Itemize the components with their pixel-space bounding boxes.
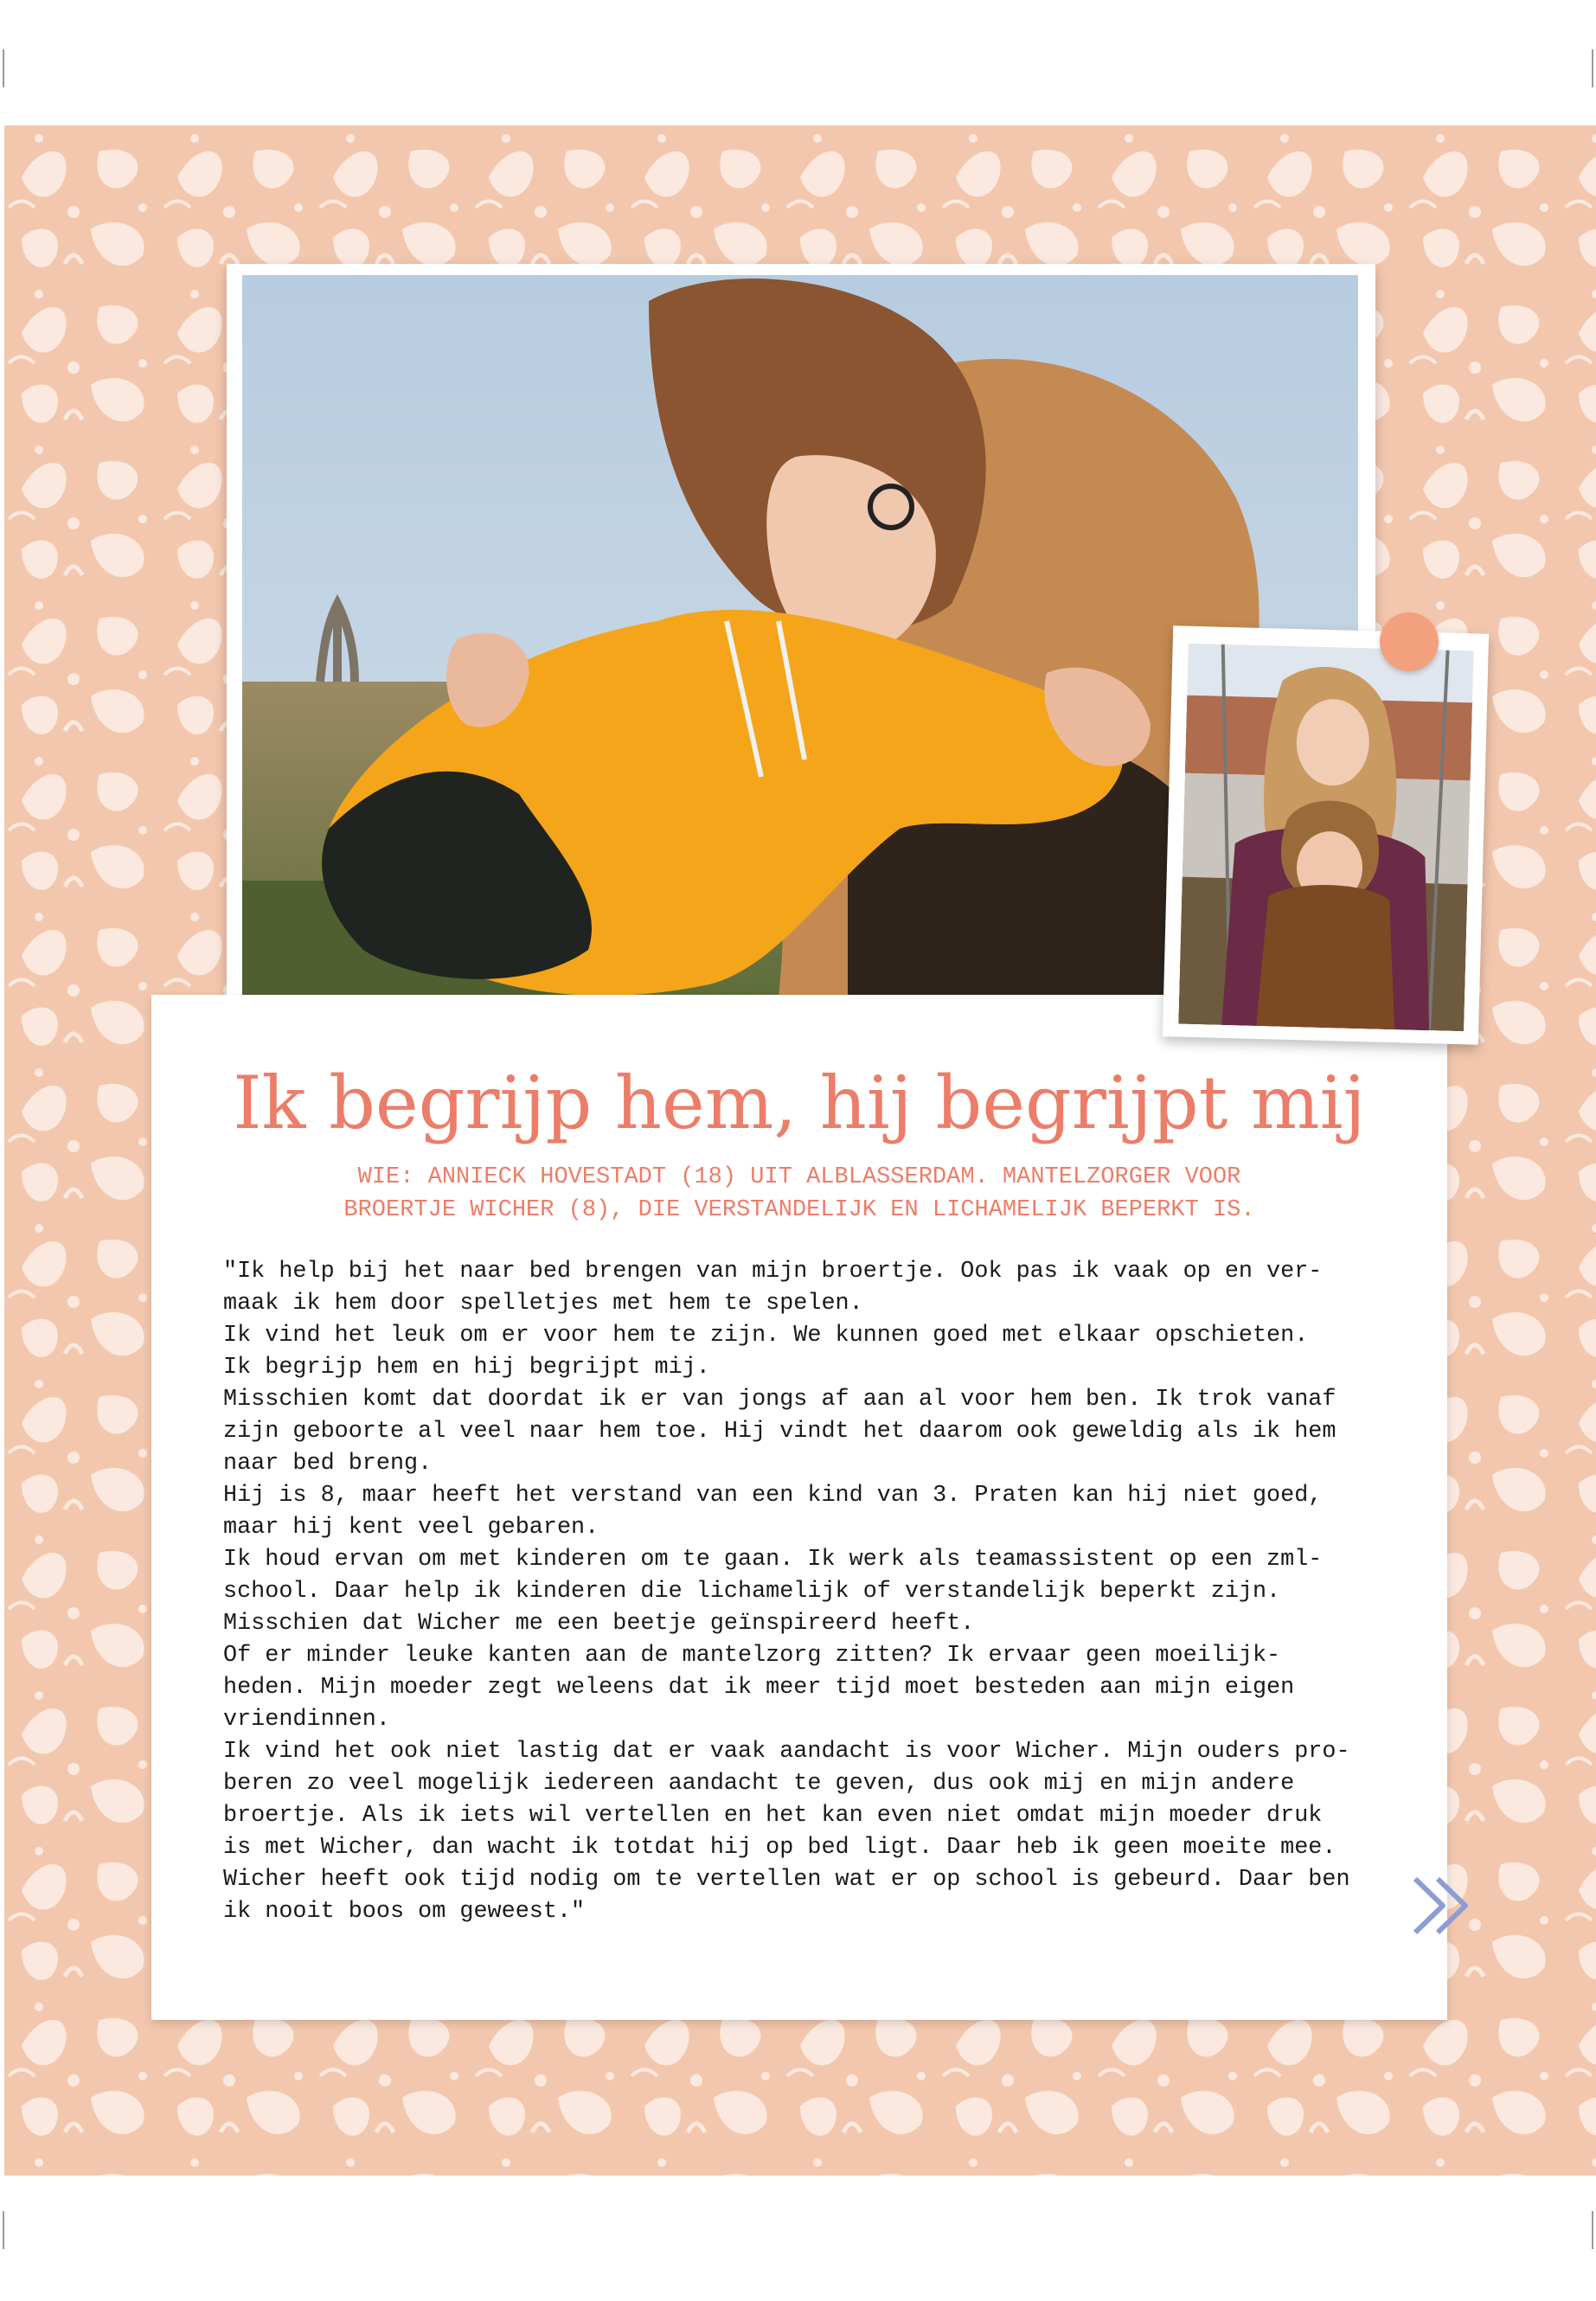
body-line: maak ik hem door spelletjes met hem te spelen. xyxy=(223,1291,863,1317)
body-line: Hij is 8, maar heeft het verstand van een kind van 3. Praten kan hij niet goed, xyxy=(223,1483,1323,1509)
body-line: maar hij kent veel gebaren. xyxy=(223,1515,599,1541)
body-line: ik nooit boos om geweest." xyxy=(223,1899,586,1925)
body-line: beren zo veel mogelijk iedereen aandacht te geven, dus ook mij en mijn andere xyxy=(223,1771,1295,1797)
body-line: Wicher heeft ook tijd nodig om te vertellen wat er op school is gebeurd. Daar ben xyxy=(223,1867,1350,1893)
body-line: Misschien komt dat doordat ik er van jongs af aan al voor hem ben. Ik trok vanaf xyxy=(223,1387,1336,1413)
double-chevron-right-icon[interactable] xyxy=(1412,1875,1483,1936)
body-line: Of er minder leuke kanten aan de mantelzorg zitten? Ik ervaar geen moeilijk- xyxy=(223,1643,1281,1669)
small-photo-swing xyxy=(1178,644,1473,1031)
article-title: Ik begrijp hem, hij begrijpt mij xyxy=(233,1061,1366,1145)
body-line: broertje. Als ik iets wil vertellen en het kan even niet omdat mijn moeder druk xyxy=(223,1803,1323,1829)
body-line: Ik begrijp hem en hij begrijpt mij. xyxy=(223,1355,710,1381)
body-line: school. Daar help ik kinderen die lichamelijk of verstandelijk beperkt zijn. xyxy=(223,1579,1281,1605)
body-line: is met Wicher, dan wacht ik totdat hij op bed ligt. Daar heb ik geen moeite mee. xyxy=(223,1835,1336,1861)
crop-mark-top-right xyxy=(1592,49,1593,87)
subtitle-line: WIE: ANNIECK HOVESTADT (18) UIT ALBLASSERDAM. MANTELZORGER VOOR xyxy=(357,1164,1241,1190)
crop-mark-top-left xyxy=(3,49,4,87)
body-line: Ik vind het leuk om er voor hem te zijn. We kunnen goed met elkaar opschieten. xyxy=(223,1323,1309,1349)
body-line: Ik houd ervan om met kinderen om te gaan. Ik werk als teamassistent op een zml- xyxy=(223,1547,1323,1573)
small-photo-frame xyxy=(1163,625,1489,1044)
pushpin-dot xyxy=(1380,612,1439,671)
body-line: heden. Mijn moeder zegt weleens dat ik meer tijd moet besteden aan mijn eigen xyxy=(223,1675,1295,1701)
body-line: naar bed breng. xyxy=(223,1451,433,1477)
body-line: vriendinnen. xyxy=(223,1707,390,1733)
body-line: Ik vind het ook niet lastig dat er vaak aandacht is voor Wicher. Mijn ouders pro- xyxy=(223,1739,1350,1765)
body-line: zijn geboorte al veel naar hem toe. Hij vindt het daarom ook geweldig als ik hem xyxy=(223,1419,1336,1445)
body-line: Misschien dat Wicher me een beetje geïnspireerd heeft. xyxy=(223,1611,975,1637)
crop-mark-bottom-right xyxy=(1592,2211,1593,2249)
crop-mark-bottom-left xyxy=(3,2211,4,2249)
article-subtitle xyxy=(151,1161,1447,1227)
article-body xyxy=(223,1256,1382,1928)
body-line: "Ik help bij het naar bed brengen van mijn broertje. Ook pas ik vaak op en ver- xyxy=(223,1259,1323,1285)
subtitle-line: BROERTJE WICHER (8), DIE VERSTANDELIJK EN LICHAMELIJK BEPERKT IS. xyxy=(343,1197,1255,1223)
